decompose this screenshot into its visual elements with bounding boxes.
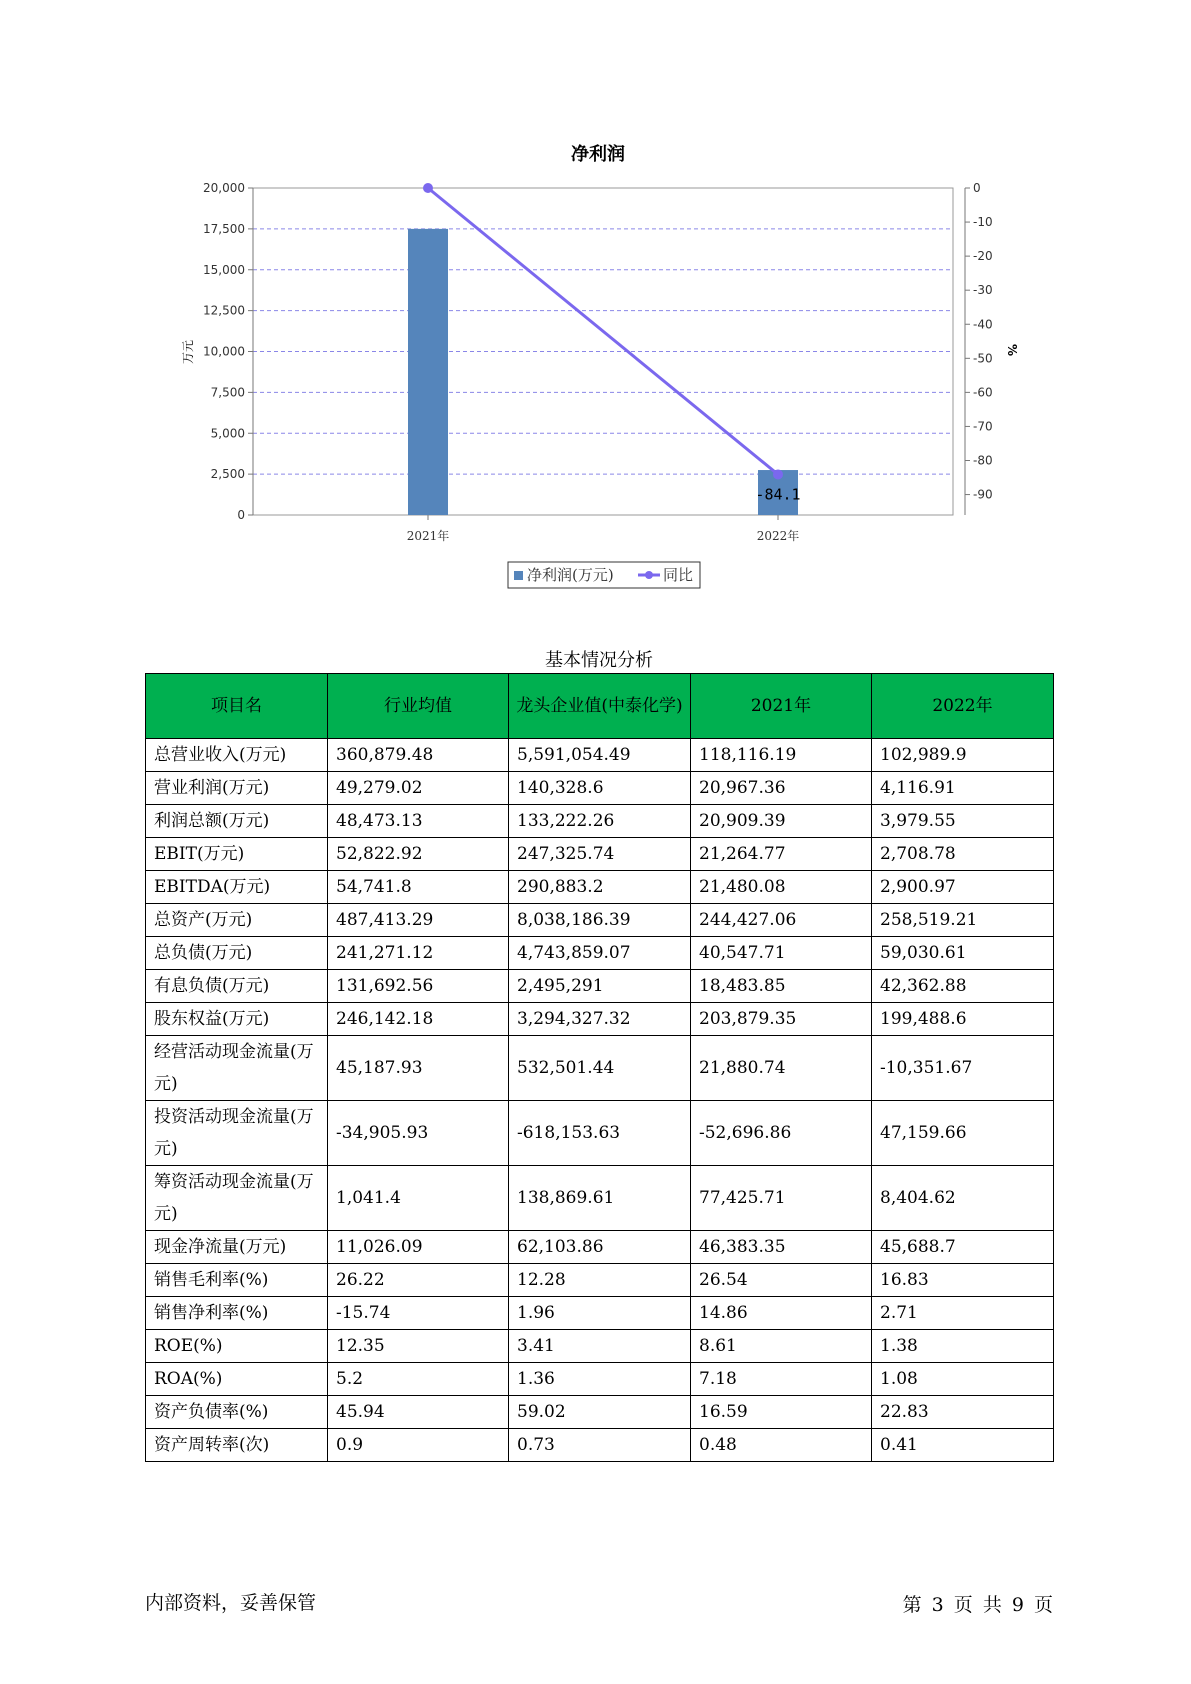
bars [408, 229, 801, 515]
cell-item: 现金净流量(万元) [146, 1231, 328, 1264]
cell-industry-avg: -34,905.93 [328, 1101, 509, 1166]
cell-industry-avg: 48,473.13 [328, 805, 509, 838]
header-2022: 2022年 [872, 674, 1054, 739]
right-tick-label: -60 [973, 385, 993, 400]
yoy-line [428, 188, 778, 474]
right-tick-label: -50 [973, 351, 993, 366]
cell-item: 总负债(万元) [146, 937, 328, 970]
cell-leader: 1.96 [509, 1297, 691, 1330]
cell-item: 股东权益(万元) [146, 1003, 328, 1036]
cell-y2021: 8.61 [691, 1330, 872, 1363]
legend [508, 562, 700, 588]
line-series [423, 183, 801, 503]
right-tick-label: -80 [973, 453, 993, 468]
right-tick-label: -10 [973, 215, 993, 230]
cell-industry-avg: 26.22 [328, 1264, 509, 1297]
cell-item: ROE(%) [146, 1330, 328, 1363]
right-tick-label: -70 [973, 419, 993, 434]
cell-industry-avg: 5.2 [328, 1363, 509, 1396]
table-row [146, 904, 1054, 937]
cell-industry-avg: 52,822.92 [328, 838, 509, 871]
yoy-point [773, 469, 783, 479]
cell-item: EBIT(万元) [146, 838, 328, 871]
table-row [146, 772, 1054, 805]
table-row [146, 1101, 1054, 1166]
cell-y2022: 258,519.21 [872, 904, 1054, 937]
cell-industry-avg: 49,279.02 [328, 772, 509, 805]
cell-y2022: 59,030.61 [872, 937, 1054, 970]
cell-y2022: 22.83 [872, 1396, 1054, 1429]
table-row [146, 1429, 1054, 1462]
cell-y2021: 14.86 [691, 1297, 872, 1330]
cell-leader: 8,038,186.39 [509, 904, 691, 937]
cell-y2022: 8,404.62 [872, 1166, 1054, 1231]
left-axis-ticks [203, 181, 253, 522]
cell-item: ROA(%) [146, 1363, 328, 1396]
cell-y2021: 77,425.71 [691, 1166, 872, 1231]
cell-industry-avg: 45.94 [328, 1396, 509, 1429]
cell-y2022: 16.83 [872, 1264, 1054, 1297]
table-row [146, 805, 1054, 838]
cell-item: 利润总额(万元) [146, 805, 328, 838]
cell-y2021: 18,483.85 [691, 970, 872, 1003]
left-tick-label: 17,500 [203, 221, 245, 236]
left-tick-label: 2,500 [210, 467, 245, 482]
table-row [146, 1036, 1054, 1101]
cell-leader: 0.73 [509, 1429, 691, 1462]
left-tick-label: 5,000 [210, 426, 245, 441]
cell-industry-avg: 45,187.93 [328, 1036, 509, 1101]
table-row [146, 1003, 1054, 1036]
cell-item: 销售毛利率(%) [146, 1264, 328, 1297]
cell-y2022: 3,979.55 [872, 805, 1054, 838]
cell-y2021: 21,880.74 [691, 1036, 872, 1101]
legend-line-marker [645, 571, 653, 579]
cell-y2022: 45,688.7 [872, 1231, 1054, 1264]
cell-y2021: 244,427.06 [691, 904, 872, 937]
cell-y2021: 40,547.71 [691, 937, 872, 970]
cell-y2022: 1.08 [872, 1363, 1054, 1396]
cell-leader: -618,153.63 [509, 1101, 691, 1166]
cell-y2022: -10,351.67 [872, 1036, 1054, 1101]
cell-item: 销售净利率(%) [146, 1297, 328, 1330]
cell-item: 有息负债(万元) [146, 970, 328, 1003]
left-tick-label: 10,000 [203, 344, 245, 359]
footer-page-number: 第 3 页 共 9 页 [902, 1594, 1053, 1616]
cell-leader: 62,103.86 [509, 1231, 691, 1264]
cell-leader: 138,869.61 [509, 1166, 691, 1231]
cell-leader: 140,328.6 [509, 772, 691, 805]
cell-industry-avg: 241,271.12 [328, 937, 509, 970]
left-tick-label: 20,000 [203, 181, 245, 195]
x-tick-label: 2021年 [406, 529, 450, 543]
table-row [146, 1166, 1054, 1231]
cell-y2021: 26.54 [691, 1264, 872, 1297]
cell-leader: 3.41 [509, 1330, 691, 1363]
header-industry-avg: 行业均值 [328, 674, 509, 739]
cell-y2021: 21,264.77 [691, 838, 872, 871]
cell-y2022: 1.38 [872, 1330, 1054, 1363]
cell-leader: 290,883.2 [509, 871, 691, 904]
right-tick-label: -40 [973, 317, 993, 332]
table-row [146, 1396, 1054, 1429]
cell-industry-avg: -15.74 [328, 1297, 509, 1330]
table-row [146, 1264, 1054, 1297]
left-tick-label: 7,500 [210, 385, 245, 400]
legend-bar-swatch [514, 571, 523, 580]
legend-line-label: 同比 [663, 566, 694, 584]
cell-leader: 12.28 [509, 1264, 691, 1297]
footer-confidential-note: 内部资料，妥善保管 [145, 1592, 317, 1614]
cell-leader: 2,495,291 [509, 970, 691, 1003]
cell-item: 资产周转率(次) [146, 1429, 328, 1462]
cell-item: 投资活动现金流量(万元) [146, 1101, 328, 1166]
yoy-point [423, 183, 433, 193]
table-caption: 基本情况分析 [545, 650, 653, 671]
cell-industry-avg: 54,741.8 [328, 871, 509, 904]
cell-leader: 133,222.26 [509, 805, 691, 838]
chart-title: 净利润 [571, 144, 625, 165]
cell-y2021: 118,116.19 [691, 739, 872, 772]
legend-bar-label: 净利润(万元) [527, 566, 614, 584]
table-row [146, 970, 1054, 1003]
cell-industry-avg: 12.35 [328, 1330, 509, 1363]
cell-item: 经营活动现金流量(万元) [146, 1036, 328, 1101]
cell-y2022: 47,159.66 [872, 1101, 1054, 1166]
y-axis-label-right: % [1005, 343, 1019, 357]
right-tick-label: -90 [973, 487, 993, 502]
right-axis-ticks [965, 181, 993, 502]
cell-industry-avg: 360,879.48 [328, 739, 509, 772]
table-row [146, 1231, 1054, 1264]
x-axis-ticks [407, 515, 800, 543]
right-tick-label: -30 [973, 283, 993, 298]
cell-y2021: -52,696.86 [691, 1101, 872, 1166]
cell-item: 筹资活动现金流量(万元) [146, 1166, 328, 1231]
cell-leader: 3,294,327.32 [509, 1003, 691, 1036]
left-tick-label: 12,500 [203, 303, 245, 318]
header-leader-value: 龙头企业值(中泰化学) [509, 674, 691, 739]
cell-industry-avg: 487,413.29 [328, 904, 509, 937]
cell-leader: 59.02 [509, 1396, 691, 1429]
cell-industry-avg: 0.9 [328, 1429, 509, 1462]
table-header-row [146, 674, 1054, 739]
x-tick-label: 2022年 [756, 529, 800, 543]
left-tick-label: 15,000 [203, 262, 245, 277]
cell-industry-avg: 131,692.56 [328, 970, 509, 1003]
cell-item: 总营业收入(万元) [146, 739, 328, 772]
cell-y2022: 0.41 [872, 1429, 1054, 1462]
cell-y2022: 2,900.97 [872, 871, 1054, 904]
cell-y2021: 20,967.36 [691, 772, 872, 805]
cell-industry-avg: 1,041.4 [328, 1166, 509, 1231]
table-row [146, 838, 1054, 871]
cell-y2022: 2,708.78 [872, 838, 1054, 871]
cell-industry-avg: 246,142.18 [328, 1003, 509, 1036]
header-item-name: 项目名 [146, 674, 328, 739]
header-2021: 2021年 [691, 674, 872, 739]
cell-item: EBITDA(万元) [146, 871, 328, 904]
cell-y2021: 20,909.39 [691, 805, 872, 838]
cell-y2022: 2.71 [872, 1297, 1054, 1330]
cell-leader: 5,591,054.49 [509, 739, 691, 772]
cell-y2021: 7.18 [691, 1363, 872, 1396]
cell-item: 资产负债率(%) [146, 1396, 328, 1429]
cell-industry-avg: 11,026.09 [328, 1231, 509, 1264]
left-tick-label: 0 [237, 508, 245, 522]
table-row [146, 1297, 1054, 1330]
cell-item: 营业利润(万元) [146, 772, 328, 805]
table-row [146, 1330, 1054, 1363]
cell-y2021: 16.59 [691, 1396, 872, 1429]
cell-leader: 1.36 [509, 1363, 691, 1396]
cell-y2021: 0.48 [691, 1429, 872, 1462]
cell-y2022: 4,116.91 [872, 772, 1054, 805]
cell-y2022: 42,362.88 [872, 970, 1054, 1003]
cell-y2022: 199,488.6 [872, 1003, 1054, 1036]
yoy-data-label: -84.1 [755, 485, 801, 504]
right-tick-label: -20 [973, 249, 993, 264]
table-row [146, 871, 1054, 904]
table-row [146, 1363, 1054, 1396]
cell-y2022: 102,989.9 [872, 739, 1054, 772]
right-tick-label: 0 [973, 181, 981, 195]
cell-y2021: 46,383.35 [691, 1231, 872, 1264]
cell-leader: 247,325.74 [509, 838, 691, 871]
table-row [146, 937, 1054, 970]
cell-y2021: 203,879.35 [691, 1003, 872, 1036]
cell-item: 总资产(万元) [146, 904, 328, 937]
net-profit-chart [0, 0, 1191, 600]
y-axis-label-left: 万元 [181, 339, 195, 365]
table-row [146, 739, 1054, 772]
cell-y2021: 21,480.08 [691, 871, 872, 904]
basic-analysis-table [145, 673, 1054, 1462]
cell-leader: 4,743,859.07 [509, 937, 691, 970]
cell-leader: 532,501.44 [509, 1036, 691, 1101]
bar [408, 229, 448, 515]
